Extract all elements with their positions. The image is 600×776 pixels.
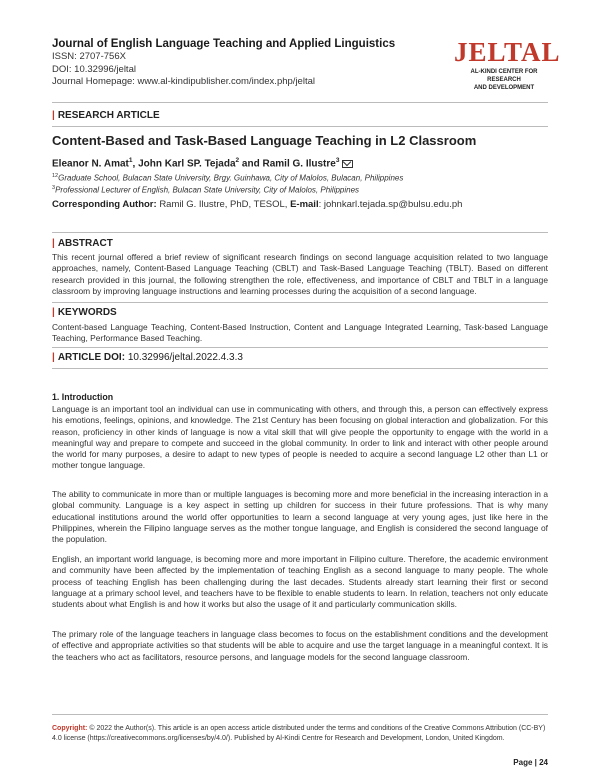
introduction-heading: 1. Introduction bbox=[52, 392, 114, 402]
page-number: Page | 24 bbox=[513, 758, 548, 767]
author-sup: 1 bbox=[128, 157, 133, 164]
journal-doi: DOI: 10.32996/jeltal bbox=[52, 63, 136, 75]
copyright-notice: Copyright: © 2022 the Author(s). This article is an open access article distributed under the terms and conditions of the Creative Commons Attribution (CC-BY) 4.0 license (https://creativecommons.org/licenses/by/4.0/). Published by Al-Kindi Centre for Research and Development, London, United Kingdom. bbox=[52, 725, 546, 742]
divider bbox=[52, 714, 548, 715]
divider bbox=[52, 347, 548, 348]
corresponding-author: Corresponding Author: Ramil G. Ilustre, PhD, TESOL, E-mail: johnkarl.tejada.sp@bulsu.edu.ph bbox=[52, 199, 463, 210]
abstract-heading: | ABSTRACT bbox=[52, 238, 113, 249]
article-doi: | ARTICLE DOI: 10.32996/jeltal.2022.4.3.3 bbox=[52, 352, 243, 363]
affiliation: $^{12}$Graduate School, Bulacan State University, Brgy. Guinhawa, City of Malolos, Bulacan, Philippines bbox=[52, 173, 404, 183]
abstract-text: This recent journal offered a brief review of significant research findings on second language acquisition related to two language approaches, namely, Content-Based Language Teaching (CBLT) and Task-Based Language Teaching (TBLT). Based on different research provided in this journal, the following strengthen the role, effectiveness, and importance of CBLT and TBLT in a language classroom by improving language instructions and learning processes during the acquisition of a second language. bbox=[52, 252, 548, 296]
journal-title: Journal of English Language Teaching and Applied Linguistics bbox=[52, 38, 396, 50]
divider bbox=[52, 126, 548, 127]
paper-title: Content-Based and Task-Based Language Teaching in L2 Classroom bbox=[52, 133, 477, 148]
affiliation: $^3$Professional Lecturer of English, Bulacan State University, City of Malolos, Philippines bbox=[52, 185, 360, 195]
journal-logo bbox=[454, 37, 561, 92]
logo-subtitle-2: AND DEVELOPMENT bbox=[473, 85, 535, 91]
divider bbox=[52, 302, 548, 303]
author-sup: 3 bbox=[335, 157, 340, 164]
journal-header bbox=[52, 37, 432, 89]
divider bbox=[52, 368, 548, 369]
intro-paragraph: The ability to communicate in more than or multiple languages is becoming more and more beneficial in the increasing interaction in a global community. Language is a key aspect in setting up children for success in their future professions. That is why many educational institutions around the world offer opportunities to learn a second language at very young ages, just like here in the Philippines, wherein the Filipino language serves as the mother tongue language, and English is considered the second language of the population. bbox=[52, 489, 548, 545]
author-name: Ramil G. Ilustre bbox=[262, 158, 336, 170]
email-link[interactable]: : johnkarl.tejada.sp@bulsu.edu.ph bbox=[318, 199, 463, 210]
keywords-text: Content-based Language Teaching, Content-Based Instruction, Content and Language Integrated Learning, Task-based Language Teaching, Performance Based Teaching. bbox=[52, 322, 548, 344]
author-list: Eleanor N. Amat$^1$, John Karl SP. Tejada$^2$ and Ramil G. Ilustre$^3$ bbox=[52, 157, 353, 169]
author-name: John Karl SP. Tejada bbox=[138, 158, 236, 170]
logo-wordmark: JELTAL bbox=[454, 37, 561, 67]
journal-homepage: Journal Homepage: www.al-kindipublisher.com/index.php/jeltal bbox=[52, 76, 315, 87]
section-label: | RESEARCH ARTICLE bbox=[52, 110, 160, 121]
author-sup: 2 bbox=[235, 157, 240, 164]
intro-paragraph: The primary role of the language teachers in language class becomes to focus on the establishment conditions and the development of effective and appropriate activities so that students will be able to acquire and use the target language in a meaningful context. It is the teachers who act as facilitators, resource persons, and language models for the second language classroom. bbox=[52, 629, 548, 662]
logo-subtitle-1: AL-KINDI CENTER FOR RESEARCH bbox=[470, 69, 538, 83]
journal-issn: ISSN: 2707-756X bbox=[52, 51, 126, 62]
intro-paragraph: Language is an important tool an individual can use in communicating with others, and through this, a person can effectively express his emotions, feelings, opinions, and knowledge. The 21st Century has been focusing on global interaction and globalization. For this reason, proficiency in other kinds of language is now a vital skill that will give people the opportunity to engage with the world in a meaningful way and prepare to compete and succeed in the global community. In order to link and interact with other people around the world for many purposes, a desire to adapt to new types of people is needed to acquire a second language L2 other than L1 or mother tongue language. bbox=[52, 404, 548, 471]
doi-link[interactable]: 10.32996/jeltal.2022.4.3.3 bbox=[127, 352, 243, 363]
author-name: Eleanor N. Amat bbox=[52, 158, 129, 170]
divider bbox=[52, 102, 548, 103]
intro-paragraph: English, an important world language, is becoming more and more important in Filipino culture. Therefore, the academic environment and community have been affected by the implementation of teaching English as a second language to many people. The whole process of teaching English has been challenging during the last decades. Students already start learning their first or second language at a primary school level, and teachers have to be flexible to enable students to learn. In relation, teachers not only educate students about what English is and how it works but also the usage of it and particularly communication skills. bbox=[52, 554, 548, 610]
mail-icon[interactable] bbox=[342, 160, 353, 168]
divider bbox=[52, 232, 548, 233]
keywords-heading: | KEYWORDS bbox=[52, 307, 117, 318]
